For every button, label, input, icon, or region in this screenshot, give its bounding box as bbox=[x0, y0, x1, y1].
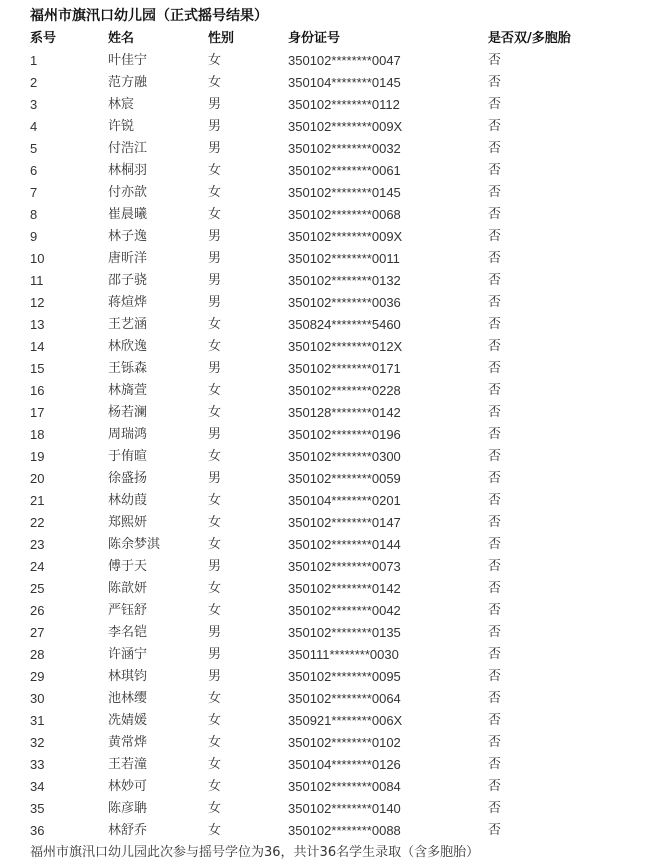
cell-name: 付亦歆 bbox=[108, 185, 148, 200]
cell-name: 陈彦聃 bbox=[108, 801, 148, 816]
cell-twin: 否 bbox=[488, 823, 502, 838]
cell-serial: 16 bbox=[30, 383, 45, 398]
table-row bbox=[30, 270, 608, 292]
cell-name: 杨若澜 bbox=[108, 405, 148, 420]
cell-serial: 5 bbox=[30, 141, 38, 156]
cell-id-number: 350104********0126 bbox=[288, 757, 401, 772]
cell-twin: 否 bbox=[488, 427, 502, 442]
table-row bbox=[30, 666, 608, 688]
table-row bbox=[30, 468, 608, 490]
table-row bbox=[30, 116, 608, 138]
table-row bbox=[30, 138, 608, 160]
cell-name: 林旖萱 bbox=[108, 383, 148, 398]
cell-id-number: 350102********0068 bbox=[288, 207, 401, 222]
cell-gender: 女 bbox=[208, 163, 222, 178]
cell-gender: 女 bbox=[208, 449, 222, 464]
cell-twin: 否 bbox=[488, 581, 502, 596]
cell-gender: 女 bbox=[208, 537, 222, 552]
cell-twin: 否 bbox=[488, 207, 502, 222]
cell-serial: 17 bbox=[30, 405, 45, 420]
table-row bbox=[30, 732, 608, 754]
table-row bbox=[30, 336, 608, 358]
cell-serial: 6 bbox=[30, 163, 38, 178]
cell-id-number: 350102********0059 bbox=[288, 471, 401, 486]
table-row bbox=[30, 292, 608, 314]
cell-serial: 33 bbox=[30, 757, 45, 772]
cell-serial: 9 bbox=[30, 229, 38, 244]
cell-twin: 否 bbox=[488, 603, 502, 618]
cell-id-number: 350102********009X bbox=[288, 229, 403, 244]
table-row bbox=[30, 512, 608, 534]
cell-id-number: 350921********006X bbox=[288, 713, 403, 728]
cell-name: 王艺涵 bbox=[108, 317, 148, 332]
cell-twin: 否 bbox=[488, 647, 502, 662]
cell-serial: 36 bbox=[30, 823, 45, 838]
cell-name: 邵子骁 bbox=[108, 273, 148, 288]
cell-twin: 否 bbox=[488, 471, 502, 486]
table-row bbox=[30, 160, 608, 182]
table-row bbox=[30, 182, 608, 204]
table-row bbox=[30, 314, 608, 336]
cell-serial: 20 bbox=[30, 471, 45, 486]
cell-twin: 否 bbox=[488, 625, 502, 640]
page-title: 福州市旗汛口幼儿园（正式摇号结果） bbox=[30, 8, 268, 24]
cell-name: 叶佳宁 bbox=[108, 53, 148, 68]
cell-gender: 女 bbox=[208, 383, 222, 398]
cell-name: 林子逸 bbox=[108, 229, 148, 244]
cell-serial: 15 bbox=[30, 361, 45, 376]
table-row bbox=[30, 380, 608, 402]
table-row bbox=[30, 490, 608, 512]
table-row bbox=[30, 578, 608, 600]
cell-twin: 否 bbox=[488, 361, 502, 376]
cell-id-number: 350102********0084 bbox=[288, 779, 401, 794]
cell-gender: 女 bbox=[208, 757, 222, 772]
cell-gender: 男 bbox=[208, 427, 222, 442]
table-row bbox=[30, 204, 608, 226]
cell-serial: 7 bbox=[30, 185, 38, 200]
cell-gender: 男 bbox=[208, 141, 222, 156]
cell-twin: 否 bbox=[488, 75, 502, 90]
cell-id-number: 350102********0300 bbox=[288, 449, 401, 464]
cell-name: 付浩江 bbox=[108, 141, 148, 156]
cell-twin: 否 bbox=[488, 97, 502, 112]
cell-name: 王若潼 bbox=[108, 757, 148, 772]
cell-gender: 女 bbox=[208, 75, 222, 90]
cell-name: 林舒乔 bbox=[108, 823, 148, 838]
cell-gender: 男 bbox=[208, 559, 222, 574]
cell-serial: 19 bbox=[30, 449, 45, 464]
cell-gender: 女 bbox=[208, 53, 222, 68]
cell-name: 许锐 bbox=[108, 119, 135, 134]
column-header-twin: 是否双/多胞胎 bbox=[488, 31, 571, 46]
cell-name: 林欣逸 bbox=[108, 339, 148, 354]
cell-id-number: 350102********0036 bbox=[288, 295, 401, 310]
table-row bbox=[30, 710, 608, 732]
cell-twin: 否 bbox=[488, 405, 502, 420]
cell-serial: 10 bbox=[30, 251, 45, 266]
cell-serial: 23 bbox=[30, 537, 45, 552]
lottery-result-table bbox=[30, 28, 608, 842]
table-row bbox=[30, 402, 608, 424]
cell-gender: 女 bbox=[208, 801, 222, 816]
cell-gender: 女 bbox=[208, 405, 222, 420]
cell-twin: 否 bbox=[488, 691, 502, 706]
cell-serial: 8 bbox=[30, 207, 38, 222]
cell-name: 林妙可 bbox=[108, 779, 148, 794]
cell-twin: 否 bbox=[488, 339, 502, 354]
cell-serial: 29 bbox=[30, 669, 45, 684]
cell-gender: 男 bbox=[208, 251, 222, 266]
cell-name: 李名铠 bbox=[108, 625, 148, 640]
cell-gender: 女 bbox=[208, 317, 222, 332]
cell-name: 冼婧媛 bbox=[108, 713, 148, 728]
cell-twin: 否 bbox=[488, 559, 502, 574]
cell-name: 唐昕洋 bbox=[108, 251, 148, 266]
cell-id-number: 350102********0047 bbox=[288, 53, 401, 68]
cell-gender: 男 bbox=[208, 119, 222, 134]
cell-id-number: 350102********0064 bbox=[288, 691, 401, 706]
cell-id-number: 350102********0144 bbox=[288, 537, 401, 552]
cell-twin: 否 bbox=[488, 185, 502, 200]
cell-serial: 28 bbox=[30, 647, 45, 662]
cell-gender: 女 bbox=[208, 779, 222, 794]
cell-gender: 男 bbox=[208, 97, 222, 112]
table-row bbox=[30, 622, 608, 644]
cell-gender: 女 bbox=[208, 735, 222, 750]
cell-name: 陈歆妍 bbox=[108, 581, 148, 596]
cell-serial: 32 bbox=[30, 735, 45, 750]
cell-id-number: 350102********0145 bbox=[288, 185, 401, 200]
table-row bbox=[30, 534, 608, 556]
cell-gender: 男 bbox=[208, 647, 222, 662]
table-body bbox=[30, 50, 608, 842]
cell-id-number: 350102********0095 bbox=[288, 669, 401, 684]
cell-serial: 11 bbox=[30, 273, 44, 288]
cell-name: 王铄森 bbox=[108, 361, 148, 376]
cell-id-number: 350102********0142 bbox=[288, 581, 401, 596]
cell-gender: 男 bbox=[208, 625, 222, 640]
table-row bbox=[30, 798, 608, 820]
cell-twin: 否 bbox=[488, 317, 502, 332]
table-row bbox=[30, 50, 608, 72]
cell-gender: 男 bbox=[208, 229, 222, 244]
cell-id-number: 350128********0142 bbox=[288, 405, 401, 420]
cell-id-number: 350102********0132 bbox=[288, 273, 401, 288]
cell-serial: 3 bbox=[30, 97, 38, 112]
cell-name: 郑熙妍 bbox=[108, 515, 148, 530]
cell-name: 周瑞鸿 bbox=[108, 427, 148, 442]
cell-id-number: 350104********0201 bbox=[288, 493, 401, 508]
cell-name: 许涵宁 bbox=[108, 647, 148, 662]
table-row bbox=[30, 644, 608, 666]
table-row bbox=[30, 72, 608, 94]
cell-gender: 女 bbox=[208, 493, 222, 508]
cell-twin: 否 bbox=[488, 801, 502, 816]
cell-twin: 否 bbox=[488, 383, 502, 398]
cell-serial: 30 bbox=[30, 691, 45, 706]
cell-gender: 男 bbox=[208, 361, 222, 376]
cell-gender: 女 bbox=[208, 823, 222, 838]
cell-twin: 否 bbox=[488, 713, 502, 728]
cell-name: 崔晨曦 bbox=[108, 207, 148, 222]
cell-twin: 否 bbox=[488, 493, 502, 508]
cell-name: 林宸 bbox=[108, 97, 135, 112]
cell-id-number: 350824********5460 bbox=[288, 317, 401, 332]
cell-twin: 否 bbox=[488, 669, 502, 684]
column-header-id-number: 身份证号 bbox=[288, 31, 341, 46]
cell-serial: 4 bbox=[30, 119, 38, 134]
cell-gender: 女 bbox=[208, 185, 222, 200]
cell-twin: 否 bbox=[488, 229, 502, 244]
cell-serial: 27 bbox=[30, 625, 45, 640]
column-header-name: 姓名 bbox=[108, 31, 135, 46]
cell-twin: 否 bbox=[488, 735, 502, 750]
cell-name: 于侑暄 bbox=[108, 449, 148, 464]
table-row bbox=[30, 446, 608, 468]
cell-gender: 女 bbox=[208, 339, 222, 354]
cell-serial: 35 bbox=[30, 801, 45, 816]
cell-id-number: 350102********0042 bbox=[288, 603, 401, 618]
cell-twin: 否 bbox=[488, 779, 502, 794]
cell-gender: 女 bbox=[208, 691, 222, 706]
cell-id-number: 350102********0228 bbox=[288, 383, 401, 398]
cell-serial: 24 bbox=[30, 559, 45, 574]
table-row bbox=[30, 820, 608, 842]
table-row bbox=[30, 358, 608, 380]
cell-gender: 女 bbox=[208, 515, 222, 530]
cell-serial: 14 bbox=[30, 339, 45, 354]
cell-serial: 25 bbox=[30, 581, 45, 596]
cell-id-number: 350102********0011 bbox=[288, 251, 400, 266]
cell-serial: 34 bbox=[30, 779, 45, 794]
cell-name: 范方融 bbox=[108, 75, 148, 90]
cell-serial: 18 bbox=[30, 427, 45, 442]
cell-id-number: 350102********0196 bbox=[288, 427, 401, 442]
cell-name: 林琪钧 bbox=[108, 669, 148, 684]
cell-name: 陈余梦淇 bbox=[108, 537, 161, 552]
table-row bbox=[30, 248, 608, 270]
table-header-row bbox=[30, 28, 608, 50]
cell-gender: 男 bbox=[208, 295, 222, 310]
cell-serial: 26 bbox=[30, 603, 45, 618]
cell-id-number: 350102********0171 bbox=[288, 361, 401, 376]
cell-id-number: 350102********0140 bbox=[288, 801, 401, 816]
table-row bbox=[30, 94, 608, 116]
cell-twin: 否 bbox=[488, 273, 502, 288]
table-row bbox=[30, 688, 608, 710]
cell-gender: 女 bbox=[208, 207, 222, 222]
cell-serial: 12 bbox=[30, 295, 45, 310]
cell-twin: 否 bbox=[488, 449, 502, 464]
cell-id-number: 350102********0032 bbox=[288, 141, 401, 156]
table-row bbox=[30, 776, 608, 798]
summary-note: 福州市旗汛口幼儿园此次参与摇号学位为36，共计36名学生录取（含多胞胎） bbox=[30, 845, 480, 860]
cell-serial: 22 bbox=[30, 515, 45, 530]
cell-id-number: 350102********0112 bbox=[288, 97, 400, 112]
cell-twin: 否 bbox=[488, 757, 502, 772]
cell-id-number: 350102********0147 bbox=[288, 515, 401, 530]
cell-name: 黄常烨 bbox=[108, 735, 148, 750]
cell-id-number: 350104********0145 bbox=[288, 75, 401, 90]
cell-twin: 否 bbox=[488, 515, 502, 530]
cell-gender: 男 bbox=[208, 471, 222, 486]
cell-name: 蒋煊烨 bbox=[108, 295, 148, 310]
cell-serial: 13 bbox=[30, 317, 45, 332]
column-header-serial: 系号 bbox=[30, 31, 57, 46]
cell-name: 林幼葭 bbox=[108, 493, 148, 508]
cell-id-number: 350102********0102 bbox=[288, 735, 401, 750]
cell-gender: 男 bbox=[208, 669, 222, 684]
table-row bbox=[30, 424, 608, 446]
cell-id-number: 350102********0088 bbox=[288, 823, 401, 838]
cell-serial: 2 bbox=[30, 75, 38, 90]
table-row bbox=[30, 754, 608, 776]
column-header-gender: 性别 bbox=[208, 31, 235, 46]
table-row bbox=[30, 556, 608, 578]
cell-gender: 女 bbox=[208, 581, 222, 596]
cell-id-number: 350102********0073 bbox=[288, 559, 401, 574]
cell-id-number: 350102********009X bbox=[288, 119, 403, 134]
cell-id-number: 350102********012X bbox=[288, 339, 403, 354]
table-row bbox=[30, 226, 608, 248]
cell-twin: 否 bbox=[488, 53, 502, 68]
cell-id-number: 350102********0135 bbox=[288, 625, 401, 640]
cell-name: 傅于天 bbox=[108, 559, 148, 574]
cell-gender: 女 bbox=[208, 713, 222, 728]
cell-name: 严钰舒 bbox=[108, 603, 148, 618]
cell-name: 林桐羽 bbox=[108, 163, 148, 178]
cell-serial: 21 bbox=[30, 493, 45, 508]
cell-name: 池林缨 bbox=[108, 691, 148, 706]
cell-twin: 否 bbox=[488, 141, 502, 156]
cell-gender: 男 bbox=[208, 273, 222, 288]
cell-twin: 否 bbox=[488, 119, 502, 134]
cell-id-number: 350111********0030 bbox=[288, 647, 399, 662]
cell-serial: 31 bbox=[30, 713, 45, 728]
cell-twin: 否 bbox=[488, 537, 502, 552]
cell-twin: 否 bbox=[488, 163, 502, 178]
cell-gender: 女 bbox=[208, 603, 222, 618]
table-row bbox=[30, 600, 608, 622]
cell-twin: 否 bbox=[488, 295, 502, 310]
cell-id-number: 350102********0061 bbox=[288, 163, 401, 178]
cell-twin: 否 bbox=[488, 251, 502, 266]
cell-name: 徐盛扬 bbox=[108, 471, 148, 486]
cell-serial: 1 bbox=[30, 53, 38, 68]
